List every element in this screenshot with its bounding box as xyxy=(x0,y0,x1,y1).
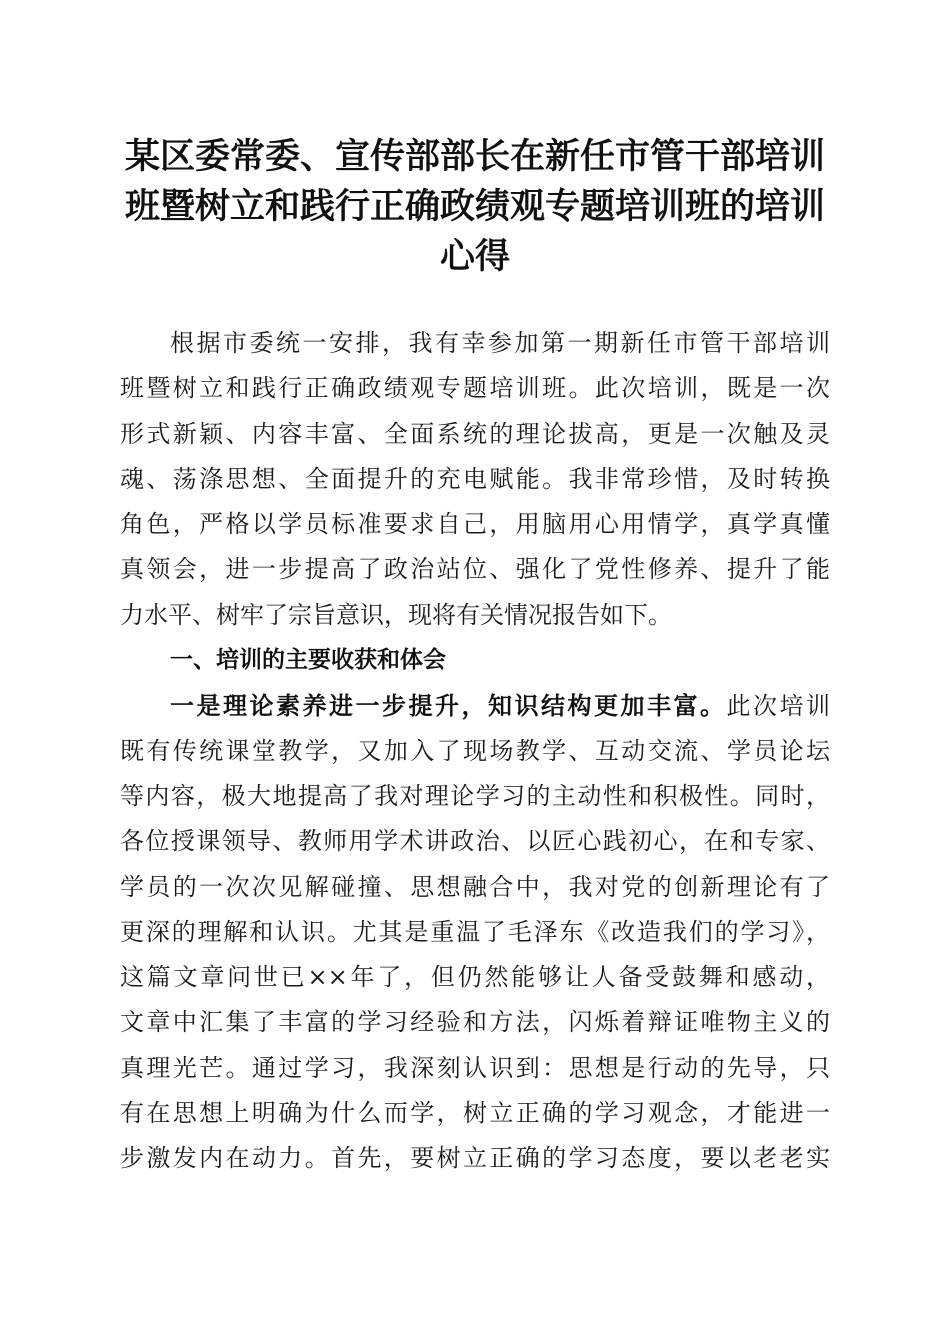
paragraph-line xyxy=(120,683,830,728)
paragraph-line: 更深的理解和认识。尤其是重温了毛泽东《改造我们的学习》， xyxy=(120,917,830,946)
paragraph-line: 既有传统课堂教学，又加入了现场教学、互动交流、学员论坛 xyxy=(120,736,830,765)
paragraph-lead-tail: 此次培训 xyxy=(726,692,830,721)
document-body xyxy=(120,321,830,1182)
title-line: 心得 xyxy=(439,236,510,277)
title-line: 班暨树立和践行正确政绩观专题培训班的培训 xyxy=(124,186,825,227)
paragraph-line: 力水平、树牢了宗旨意识，现将有关情况报告如下。 xyxy=(120,600,672,629)
paragraph-line: 班暨树立和践行正确政绩观专题培训班。此次培训，既是一次 xyxy=(120,374,830,403)
document-title xyxy=(110,132,840,282)
paragraph-line: 这篇文章问世已××年了，但仍然能够让人备受鼓舞和感动， xyxy=(120,963,830,992)
paragraph-line: 各位授课领导、教师用学术讲政治、以匠心践初心，在和专家、 xyxy=(120,827,830,856)
title-line: 某区委常委、宣传部部长在新任市管干部培训 xyxy=(124,136,825,177)
paragraph-line: 真领会，进一步提高了政治站位、强化了党性修养、提升了能 xyxy=(120,555,830,584)
section-heading: 一、培训的主要收获和体会 xyxy=(170,647,446,674)
paragraph-line: 真理光芒。通过学习，我深刻认识到：思想是行动的先导，只 xyxy=(120,1053,830,1082)
paragraph-line: 学员的一次次见解碰撞、思想融合中，我对党的创新理论有了 xyxy=(120,872,830,901)
paragraph-line: 形式新颖、内容丰富、全面系统的理论拔高，更是一次触及灵 xyxy=(120,419,830,448)
paragraph-line: 魂、荡涤思想、全面提升的充电赋能。我非常珍惜，及时转换 xyxy=(120,464,830,493)
paragraph-line: 等内容，极大地提高了我对理论学习的主动性和积极性。同时， xyxy=(120,781,830,810)
paragraph-line: 角色，严格以学员标准要求自己，用脑用心用情学，真学真懂 xyxy=(120,510,830,539)
paragraph-line: 步激发内在动力。首先，要树立正确的学习态度，要以老老实 xyxy=(120,1144,830,1173)
paragraph-line: 有在思想上明确为什么而学，树立正确的学习观念，才能进一 xyxy=(120,1099,830,1128)
paragraph-line: 文章中汇集了丰富的学习经验和方法，闪烁着辩证唯物主义的 xyxy=(120,1008,830,1037)
paragraph-lead: 一是理论素养进一步提升，知识结构更加丰富。 xyxy=(170,691,727,721)
paragraph-line: 根据市委统一安排，我有幸参加第一期新任市管干部培训 xyxy=(170,329,830,357)
